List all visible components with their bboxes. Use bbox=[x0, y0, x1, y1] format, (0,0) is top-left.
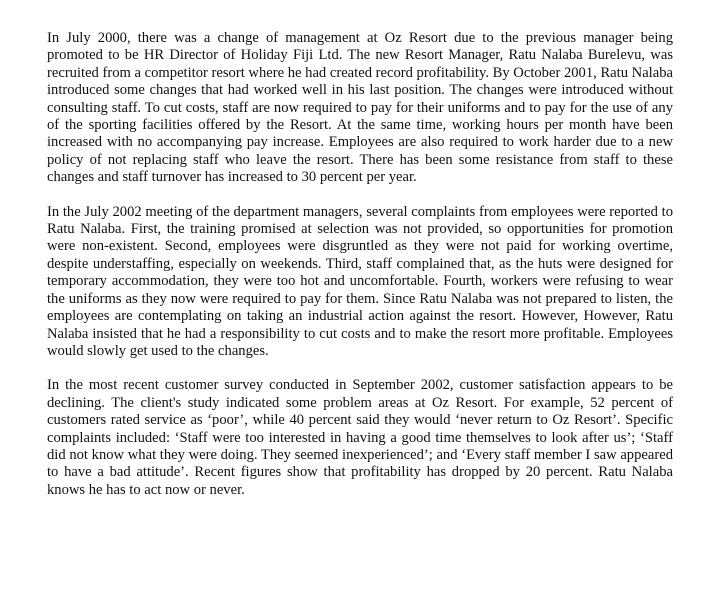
paragraph-management-change: In July 2000, there was a change of management at Oz Resort due to the previous manager being promoted to be HR Director of Holiday Fiji Ltd. The new Resort Manager, Ratu Nalaba Burelevu, was recruited from a competitor resort where he had created record profitability. By October 2001, Ratu Nalaba introduced some changes that had worked well in his last position. The changes were introduced without consulting staff. To cut costs, staff are now required to pay for their uniforms and to pay for the use of any of the sporting facilities offered by the Resort. At the same time, working hours per month have been increased with no accompanying pay increase. Employees are also required to work harder due to a new policy of not replacing staff who leave the resort. There has been some resistance from staff to these changes and staff turnover has increased to 30 percent per year. bbox=[47, 30, 673, 186]
paragraph-customer-survey: In the most recent customer survey conducted in September 2002, customer satisfaction appears to be declining. The client's study indicated some problem areas at Oz Resort. For example, 52 percent of customers rated service as ‘poor’, while 40 percent said they would ‘never return to Oz Resort’. Specific complaints included: ‘Staff were too interested in having a good time themselves to look after us’; ‘Staff did not know what they were doing. They seemed inexperienced’; and ‘Every staff member I saw appeared to have a bad attitude’. Recent figures show that profitability has dropped by 20 percent. Ratu Nalaba knows he has to act now or never. bbox=[47, 377, 673, 498]
paragraph-employee-complaints: In the July 2002 meeting of the department managers, several complaints from employees were reported to Ratu Nalaba. First, the training promised at selection was not provided, so opportunities for promotion were non-existent. Second, employees were disgruntled as they were not paid for working overtime, despite understaffing, especially on weekends. Third, staff complained that, as the huts were designed for temporary accommodation, they were too hot and uncomfortable. Fourth, workers were refusing to wear the uniforms as they now were required to pay for them. Since Ratu Nalaba was not prepared to listen, the employees are contemplating on taking an industrial action against the resort. However, However, Ratu Nalaba insisted that he had a responsibility to cut costs and to make the resort more profitable. Employees would slowly get used to the changes. bbox=[47, 203, 673, 359]
document-body bbox=[47, 30, 673, 516]
